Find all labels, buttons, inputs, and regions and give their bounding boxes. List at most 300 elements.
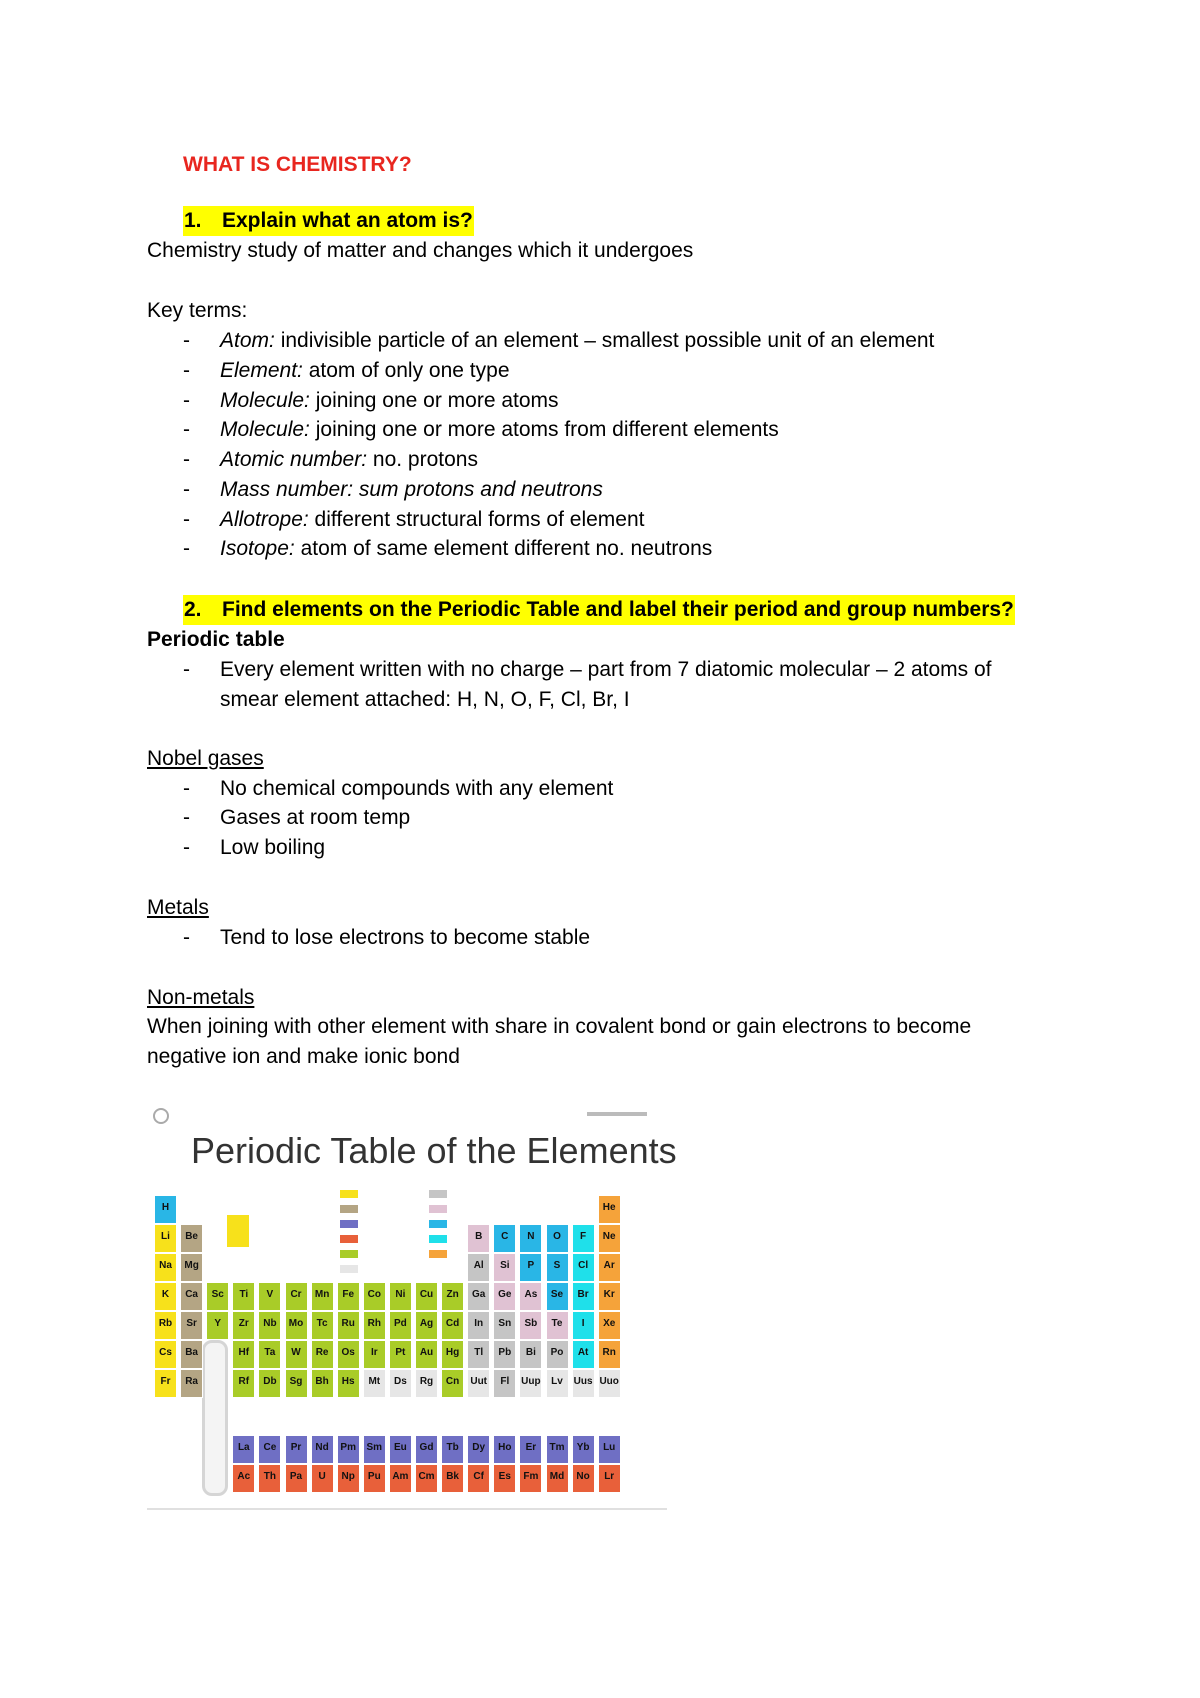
- element-symbol: Cr: [290, 1289, 302, 1300]
- element-cell-p: [519, 1253, 542, 1282]
- bullet-dash: -: [183, 508, 190, 531]
- element-symbol: Tl: [474, 1347, 484, 1358]
- element-symbol: La: [237, 1442, 250, 1453]
- element-cell-th: [258, 1464, 281, 1493]
- periodic-table-title: Periodic Table of the Elements: [191, 1130, 677, 1171]
- element-symbol: Eu: [394, 1442, 407, 1453]
- element-cell-pr: [285, 1435, 308, 1464]
- element-symbol: Ca: [185, 1289, 198, 1300]
- element-symbol: Hf: [238, 1347, 250, 1358]
- element-symbol: Pa: [289, 1471, 303, 1482]
- element-symbol: Sg: [289, 1376, 303, 1387]
- element-cell-md: [546, 1464, 569, 1493]
- element-cell-kr: [598, 1282, 621, 1311]
- element-cell-uut: [467, 1369, 490, 1398]
- bullet-dash: -: [183, 329, 190, 352]
- element-cell-cr: [285, 1282, 308, 1311]
- element-cell-ga: [467, 1282, 490, 1311]
- element-symbol: Lu: [603, 1442, 616, 1453]
- element-cell-uup: [519, 1369, 542, 1398]
- list-item: - Gases at room temp: [147, 803, 1077, 833]
- site-mark-icon: [587, 1112, 647, 1116]
- element-cell-pd: [389, 1311, 412, 1340]
- question-1-number: 1.: [184, 209, 202, 232]
- list-item: - No chemical compounds with any element: [147, 774, 1077, 804]
- element-cell-zr: [232, 1311, 255, 1340]
- element-cell-te: [546, 1311, 569, 1340]
- element-symbol: Bi: [525, 1347, 536, 1358]
- element-symbol: At: [577, 1347, 589, 1358]
- element-symbol: Fl: [500, 1376, 510, 1387]
- term: Molecule:: [220, 418, 310, 441]
- element-symbol: Rn: [602, 1347, 616, 1358]
- legend-swatch: [429, 1250, 447, 1258]
- bullet-dash: -: [183, 448, 190, 471]
- element-cell-si: [493, 1253, 516, 1282]
- element-cell-rg: [415, 1369, 438, 1398]
- question-1: [183, 206, 474, 236]
- element-symbol: Ac: [237, 1471, 251, 1482]
- element-symbol: Ga: [472, 1289, 486, 1300]
- element-symbol: Se: [550, 1289, 564, 1300]
- element-cell-bk: [441, 1464, 464, 1493]
- list-item: [147, 445, 1077, 475]
- bullet-dash: -: [183, 777, 190, 800]
- element-cell-nb: [258, 1311, 281, 1340]
- bullet-dash: -: [183, 418, 190, 441]
- element-symbol: Na: [159, 1260, 172, 1271]
- question-2-number: 2.: [184, 598, 202, 621]
- element-symbol: S: [553, 1260, 561, 1271]
- element-symbol: Uut: [470, 1376, 488, 1387]
- element-cell-mn: [311, 1282, 334, 1311]
- periodic-bullet-line-2: smear element attached: H, N, O, F, Cl, Br, I: [220, 688, 630, 711]
- element-symbol: Hs: [341, 1376, 355, 1387]
- legend-swatch: [429, 1220, 447, 1228]
- element-cell-db: [258, 1369, 281, 1398]
- element-symbol: Rg: [419, 1376, 434, 1387]
- element-symbol: Cu: [419, 1289, 434, 1300]
- element-symbol: Es: [498, 1471, 511, 1482]
- element-cell-ca: [180, 1282, 203, 1311]
- element-cell-hs: [337, 1369, 360, 1398]
- element-cell-sc: [206, 1282, 229, 1311]
- term: Molecule:: [220, 389, 310, 412]
- element-symbol: Ds: [393, 1376, 407, 1387]
- element-symbol: Dy: [472, 1442, 486, 1453]
- legend-swatch: [340, 1220, 358, 1228]
- element-cell-v: [258, 1282, 281, 1311]
- element-cell-pt: [389, 1340, 412, 1369]
- element-cell-u: [311, 1464, 334, 1493]
- element-cell-cm: [415, 1464, 438, 1493]
- element-cell-mt: [363, 1369, 386, 1398]
- element-cell-co: [363, 1282, 386, 1311]
- element-symbol: Re: [315, 1347, 329, 1358]
- element-symbol: Sn: [498, 1318, 512, 1329]
- element-symbol: Tb: [446, 1442, 459, 1453]
- element-cell-la: [232, 1435, 255, 1464]
- element-symbol: I: [581, 1318, 585, 1329]
- element-symbol: B: [475, 1231, 483, 1242]
- element-symbol: Ra: [185, 1376, 198, 1387]
- element-symbol: Th: [263, 1471, 276, 1482]
- element-cell-tl: [467, 1340, 490, 1369]
- element-symbol: Ne: [602, 1231, 616, 1242]
- element-cell-ba: [180, 1340, 203, 1369]
- element-symbol: Ge: [498, 1289, 512, 1300]
- element-cell-lv: [546, 1369, 569, 1398]
- element-symbol: Bh: [315, 1376, 329, 1387]
- nonmetals-line-1: When joining with other element with share in covalent bond or gain electrons to become: [147, 1015, 972, 1038]
- element-cell-he: [598, 1195, 621, 1224]
- element-symbol: K: [161, 1289, 170, 1300]
- element-symbol: Pm: [340, 1442, 356, 1453]
- element-symbol: Yb: [576, 1442, 590, 1453]
- element-cell-h: [154, 1195, 177, 1224]
- term: Atomic number:: [220, 448, 368, 471]
- legend-swatch: [429, 1235, 447, 1243]
- element-symbol: P: [527, 1260, 535, 1271]
- element-symbol: Te: [551, 1318, 563, 1329]
- element-symbol: Cf: [473, 1471, 484, 1482]
- element-symbol: Xe: [603, 1318, 616, 1329]
- element-cell-hg: [441, 1340, 464, 1369]
- element-symbol: Y: [214, 1318, 222, 1329]
- element-symbol: Bk: [446, 1471, 459, 1482]
- element-symbol: Ir: [370, 1347, 378, 1358]
- element-symbol: O: [553, 1231, 561, 1242]
- element-cell-as: [519, 1282, 542, 1311]
- element-cell-mg: [180, 1253, 203, 1282]
- element-symbol: Lr: [604, 1471, 615, 1482]
- element-cell-ds: [389, 1369, 412, 1398]
- list-item: - Low boiling: [147, 833, 1077, 863]
- element-symbol: Be: [185, 1231, 198, 1242]
- element-cell-uuo: [598, 1369, 621, 1398]
- element-cell-n: [519, 1224, 542, 1253]
- element-symbol: Nd: [315, 1442, 329, 1453]
- element-cell-ti: [232, 1282, 255, 1311]
- element-cell-re: [311, 1340, 334, 1369]
- element-symbol: Li: [161, 1231, 170, 1242]
- list-item: [147, 326, 1077, 356]
- element-cell-br: [572, 1282, 595, 1311]
- element-symbol: Md: [549, 1471, 565, 1482]
- element-symbol: Db: [263, 1376, 277, 1387]
- element-cell-bi: [519, 1340, 542, 1369]
- bullet-dash: -: [183, 389, 190, 412]
- element-cell-ra: [180, 1369, 203, 1398]
- element-symbol: Ce: [263, 1442, 277, 1453]
- element-cell-b: [467, 1224, 490, 1253]
- element-cell-eu: [389, 1435, 412, 1464]
- element-cell-o: [546, 1224, 569, 1253]
- definition: joining one or more atoms: [309, 389, 559, 412]
- element-symbol: Al: [473, 1260, 484, 1271]
- element-symbol: Sc: [211, 1289, 224, 1300]
- element-cell-be: [180, 1224, 203, 1253]
- element-symbol: Cs: [159, 1347, 172, 1358]
- element-cell-tb: [441, 1435, 464, 1464]
- element-symbol: Po: [550, 1347, 564, 1358]
- element-symbol: Tc: [316, 1318, 328, 1329]
- element-cell-po: [546, 1340, 569, 1369]
- element-symbol: Fe: [342, 1289, 355, 1300]
- list-item: [147, 655, 1077, 715]
- element-cell-i: [572, 1311, 595, 1340]
- element-cell-sb: [519, 1311, 542, 1340]
- element-symbol: W: [291, 1347, 301, 1358]
- legend-swatch: [340, 1235, 358, 1243]
- bullet-dash: -: [183, 836, 190, 859]
- element-symbol: Rb: [158, 1318, 173, 1329]
- legend-swatch: [429, 1205, 447, 1213]
- element-cell-f: [572, 1224, 595, 1253]
- element-cell-s: [546, 1253, 569, 1282]
- legend-swatch: [340, 1190, 358, 1198]
- element-symbol: Ni: [395, 1289, 406, 1300]
- nobel-heading: Nobel gases: [147, 747, 264, 770]
- definition: no. protons: [367, 448, 478, 471]
- bullet-dash: -: [183, 478, 190, 501]
- element-cell-hf: [232, 1340, 255, 1369]
- element-symbol: Ag: [419, 1318, 434, 1329]
- question-2: [183, 595, 1015, 625]
- element-cell-tc: [311, 1311, 334, 1340]
- element-cell-fr: [154, 1369, 177, 1398]
- lanthanide-connector: [202, 1340, 228, 1496]
- element-symbol: Pr: [290, 1442, 302, 1453]
- bullet-dash: -: [183, 359, 190, 382]
- element-cell-no: [572, 1464, 595, 1493]
- element-symbol: Pd: [394, 1318, 407, 1329]
- element-symbol: As: [524, 1289, 538, 1300]
- element-symbol: Fm: [523, 1471, 539, 1482]
- legend-swatch: [340, 1250, 358, 1258]
- element-cell-fe: [337, 1282, 360, 1311]
- element-symbol: Cm: [418, 1471, 435, 1482]
- element-cell-rh: [363, 1311, 386, 1340]
- element-symbol: Nb: [263, 1318, 277, 1329]
- element-cell-at: [572, 1340, 595, 1369]
- element-cell-zn: [441, 1282, 464, 1311]
- element-cell-ar: [598, 1253, 621, 1282]
- element-symbol: Br: [577, 1289, 589, 1300]
- term: Element:: [220, 359, 303, 382]
- element-symbol: Ti: [239, 1289, 249, 1300]
- element-symbol: V: [266, 1289, 274, 1300]
- element-symbol: Os: [341, 1347, 355, 1358]
- element-cell-c: [493, 1224, 516, 1253]
- element-symbol: Si: [500, 1260, 510, 1271]
- element-cell-cf: [467, 1464, 490, 1493]
- element-symbol: Pt: [395, 1347, 406, 1358]
- legend-key-sample: [227, 1215, 249, 1247]
- element-cell-cl: [572, 1253, 595, 1282]
- element-symbol: Sb: [524, 1318, 538, 1329]
- element-symbol: Ar: [603, 1260, 615, 1271]
- periodic-heading: Periodic table: [147, 628, 285, 651]
- element-cell-li: [154, 1224, 177, 1253]
- element-cell-cu: [415, 1282, 438, 1311]
- element-symbol: Hg: [445, 1347, 460, 1358]
- page-title: WHAT IS CHEMISTRY?: [183, 153, 412, 176]
- element-cell-os: [337, 1340, 360, 1369]
- element-cell-rn: [598, 1340, 621, 1369]
- element-symbol: Mt: [368, 1376, 381, 1387]
- legend-swatch: [340, 1205, 358, 1213]
- term: Isotope:: [220, 537, 295, 560]
- metals-heading: Metals: [147, 896, 209, 919]
- element-cell-bh: [311, 1369, 334, 1398]
- bullet-dash: -: [183, 926, 190, 949]
- element-symbol: Sm: [366, 1442, 383, 1453]
- key-terms-heading: Key terms:: [147, 299, 248, 322]
- list-item: - Tend to lose electrons to become stable: [147, 923, 1077, 953]
- element-symbol: Cd: [445, 1318, 460, 1329]
- element-symbol: Np: [341, 1471, 355, 1482]
- list-item: [147, 386, 1077, 416]
- list-item: [147, 415, 1077, 445]
- element-cell-ho: [493, 1435, 516, 1464]
- element-cell-rf: [232, 1369, 255, 1398]
- element-cell-es: [493, 1464, 516, 1493]
- element-cell-fl: [493, 1369, 516, 1398]
- element-cell-k: [154, 1282, 177, 1311]
- element-symbol: Mg: [184, 1260, 199, 1271]
- term: Mass number: sum protons and neutrons: [220, 478, 603, 501]
- element-cell-w: [285, 1340, 308, 1369]
- element-symbol: F: [580, 1231, 587, 1242]
- question-2-text: Find elements on the Periodic Table and label their period and group numbers?: [222, 598, 1014, 621]
- definition: atom of only one type: [302, 359, 510, 382]
- element-symbol: Ta: [264, 1347, 276, 1358]
- definition: joining one or more atoms from different elements: [309, 418, 779, 441]
- element-cell-se: [546, 1282, 569, 1311]
- element-symbol: Kr: [603, 1289, 615, 1300]
- bullet-dash: -: [183, 658, 190, 681]
- question-1-text: Explain what an atom is?: [222, 209, 473, 232]
- element-cell-np: [337, 1464, 360, 1493]
- element-symbol: H: [161, 1202, 170, 1213]
- element-symbol: Am: [392, 1471, 409, 1482]
- element-symbol: Uup: [521, 1376, 541, 1387]
- element-cell-cn: [441, 1369, 464, 1398]
- element-cell-xe: [598, 1311, 621, 1340]
- element-symbol: Uuo: [599, 1376, 619, 1387]
- element-symbol: Cl: [578, 1260, 589, 1271]
- element-cell-pu: [363, 1464, 386, 1493]
- element-symbol: U: [318, 1471, 326, 1482]
- element-cell-ce: [258, 1435, 281, 1464]
- element-symbol: He: [602, 1202, 616, 1213]
- element-symbol: Gd: [419, 1442, 434, 1453]
- list-item: [147, 475, 1077, 505]
- element-cell-cd: [441, 1311, 464, 1340]
- definition: atom of same element different no. neutrons: [294, 537, 713, 560]
- element-symbol: Ru: [341, 1318, 355, 1329]
- element-cell-yb: [572, 1435, 595, 1464]
- element-symbol: N: [527, 1231, 535, 1242]
- element-cell-rb: [154, 1311, 177, 1340]
- legend-swatch: [429, 1190, 447, 1198]
- footer-rule: [147, 1508, 667, 1510]
- element-symbol: Co: [367, 1289, 381, 1300]
- periodic-table-image: [147, 1100, 700, 1518]
- bullet-dash: -: [183, 537, 190, 560]
- definition: indivisible particle of an element – smallest possible unit of an element: [274, 329, 935, 352]
- element-cell-gd: [415, 1435, 438, 1464]
- element-symbol: Mn: [314, 1289, 330, 1300]
- element-cell-mo: [285, 1311, 308, 1340]
- element-symbol: Zn: [446, 1289, 459, 1300]
- bullet-dash: -: [183, 806, 190, 829]
- element-cell-ac: [232, 1464, 255, 1493]
- element-cell-in: [467, 1311, 490, 1340]
- term: Atom:: [220, 329, 275, 352]
- element-symbol: Cn: [445, 1376, 460, 1387]
- element-symbol: Rh: [367, 1318, 381, 1329]
- logo-icon: [153, 1108, 169, 1124]
- element-cell-y: [206, 1311, 229, 1340]
- element-cell-cs: [154, 1340, 177, 1369]
- list-item: [147, 356, 1077, 386]
- definition: different structural forms of element: [308, 508, 645, 531]
- element-cell-al: [467, 1253, 490, 1282]
- element-cell-lr: [598, 1464, 621, 1493]
- element-cell-sr: [180, 1311, 203, 1340]
- element-cell-ir: [363, 1340, 386, 1369]
- element-symbol: Sr: [186, 1318, 197, 1329]
- element-symbol: Er: [525, 1442, 537, 1453]
- periodic-bullet-line-1: Every element written with no charge – part from 7 diatomic molecular – 2 atoms of: [220, 658, 992, 681]
- element-symbol: Au: [419, 1347, 434, 1358]
- element-cell-ag: [415, 1311, 438, 1340]
- list-item: [147, 534, 1077, 564]
- element-cell-sg: [285, 1369, 308, 1398]
- element-cell-sn: [493, 1311, 516, 1340]
- element-symbol: Fr: [160, 1376, 171, 1387]
- element-cell-tm: [546, 1435, 569, 1464]
- element-cell-fm: [519, 1464, 542, 1493]
- element-cell-am: [389, 1464, 412, 1493]
- element-symbol: Rf: [238, 1376, 250, 1387]
- element-symbol: Pb: [498, 1347, 512, 1358]
- element-symbol: No: [576, 1471, 590, 1482]
- element-cell-ta: [258, 1340, 281, 1369]
- element-symbol: Mo: [288, 1318, 304, 1329]
- element-cell-au: [415, 1340, 438, 1369]
- element-cell-er: [519, 1435, 542, 1464]
- element-symbol: Ba: [185, 1347, 198, 1358]
- intro-text: Chemistry study of matter and changes which it undergoes: [147, 239, 694, 262]
- element-cell-pa: [285, 1464, 308, 1493]
- element-cell-ge: [493, 1282, 516, 1311]
- element-cell-nd: [311, 1435, 334, 1464]
- element-cell-ne: [598, 1224, 621, 1253]
- nonmetals-heading: Non-metals: [147, 986, 255, 1009]
- element-symbol: Zr: [238, 1318, 249, 1329]
- nonmetals-line-2: negative ion and make ionic bond: [147, 1045, 460, 1068]
- legend-swatch: [340, 1265, 358, 1273]
- element-cell-ru: [337, 1311, 360, 1340]
- element-symbol: C: [501, 1231, 509, 1242]
- element-symbol: Lv: [551, 1376, 563, 1387]
- list-item: [147, 505, 1077, 535]
- element-symbol: Uus: [573, 1376, 593, 1387]
- element-symbol: Tm: [549, 1442, 565, 1453]
